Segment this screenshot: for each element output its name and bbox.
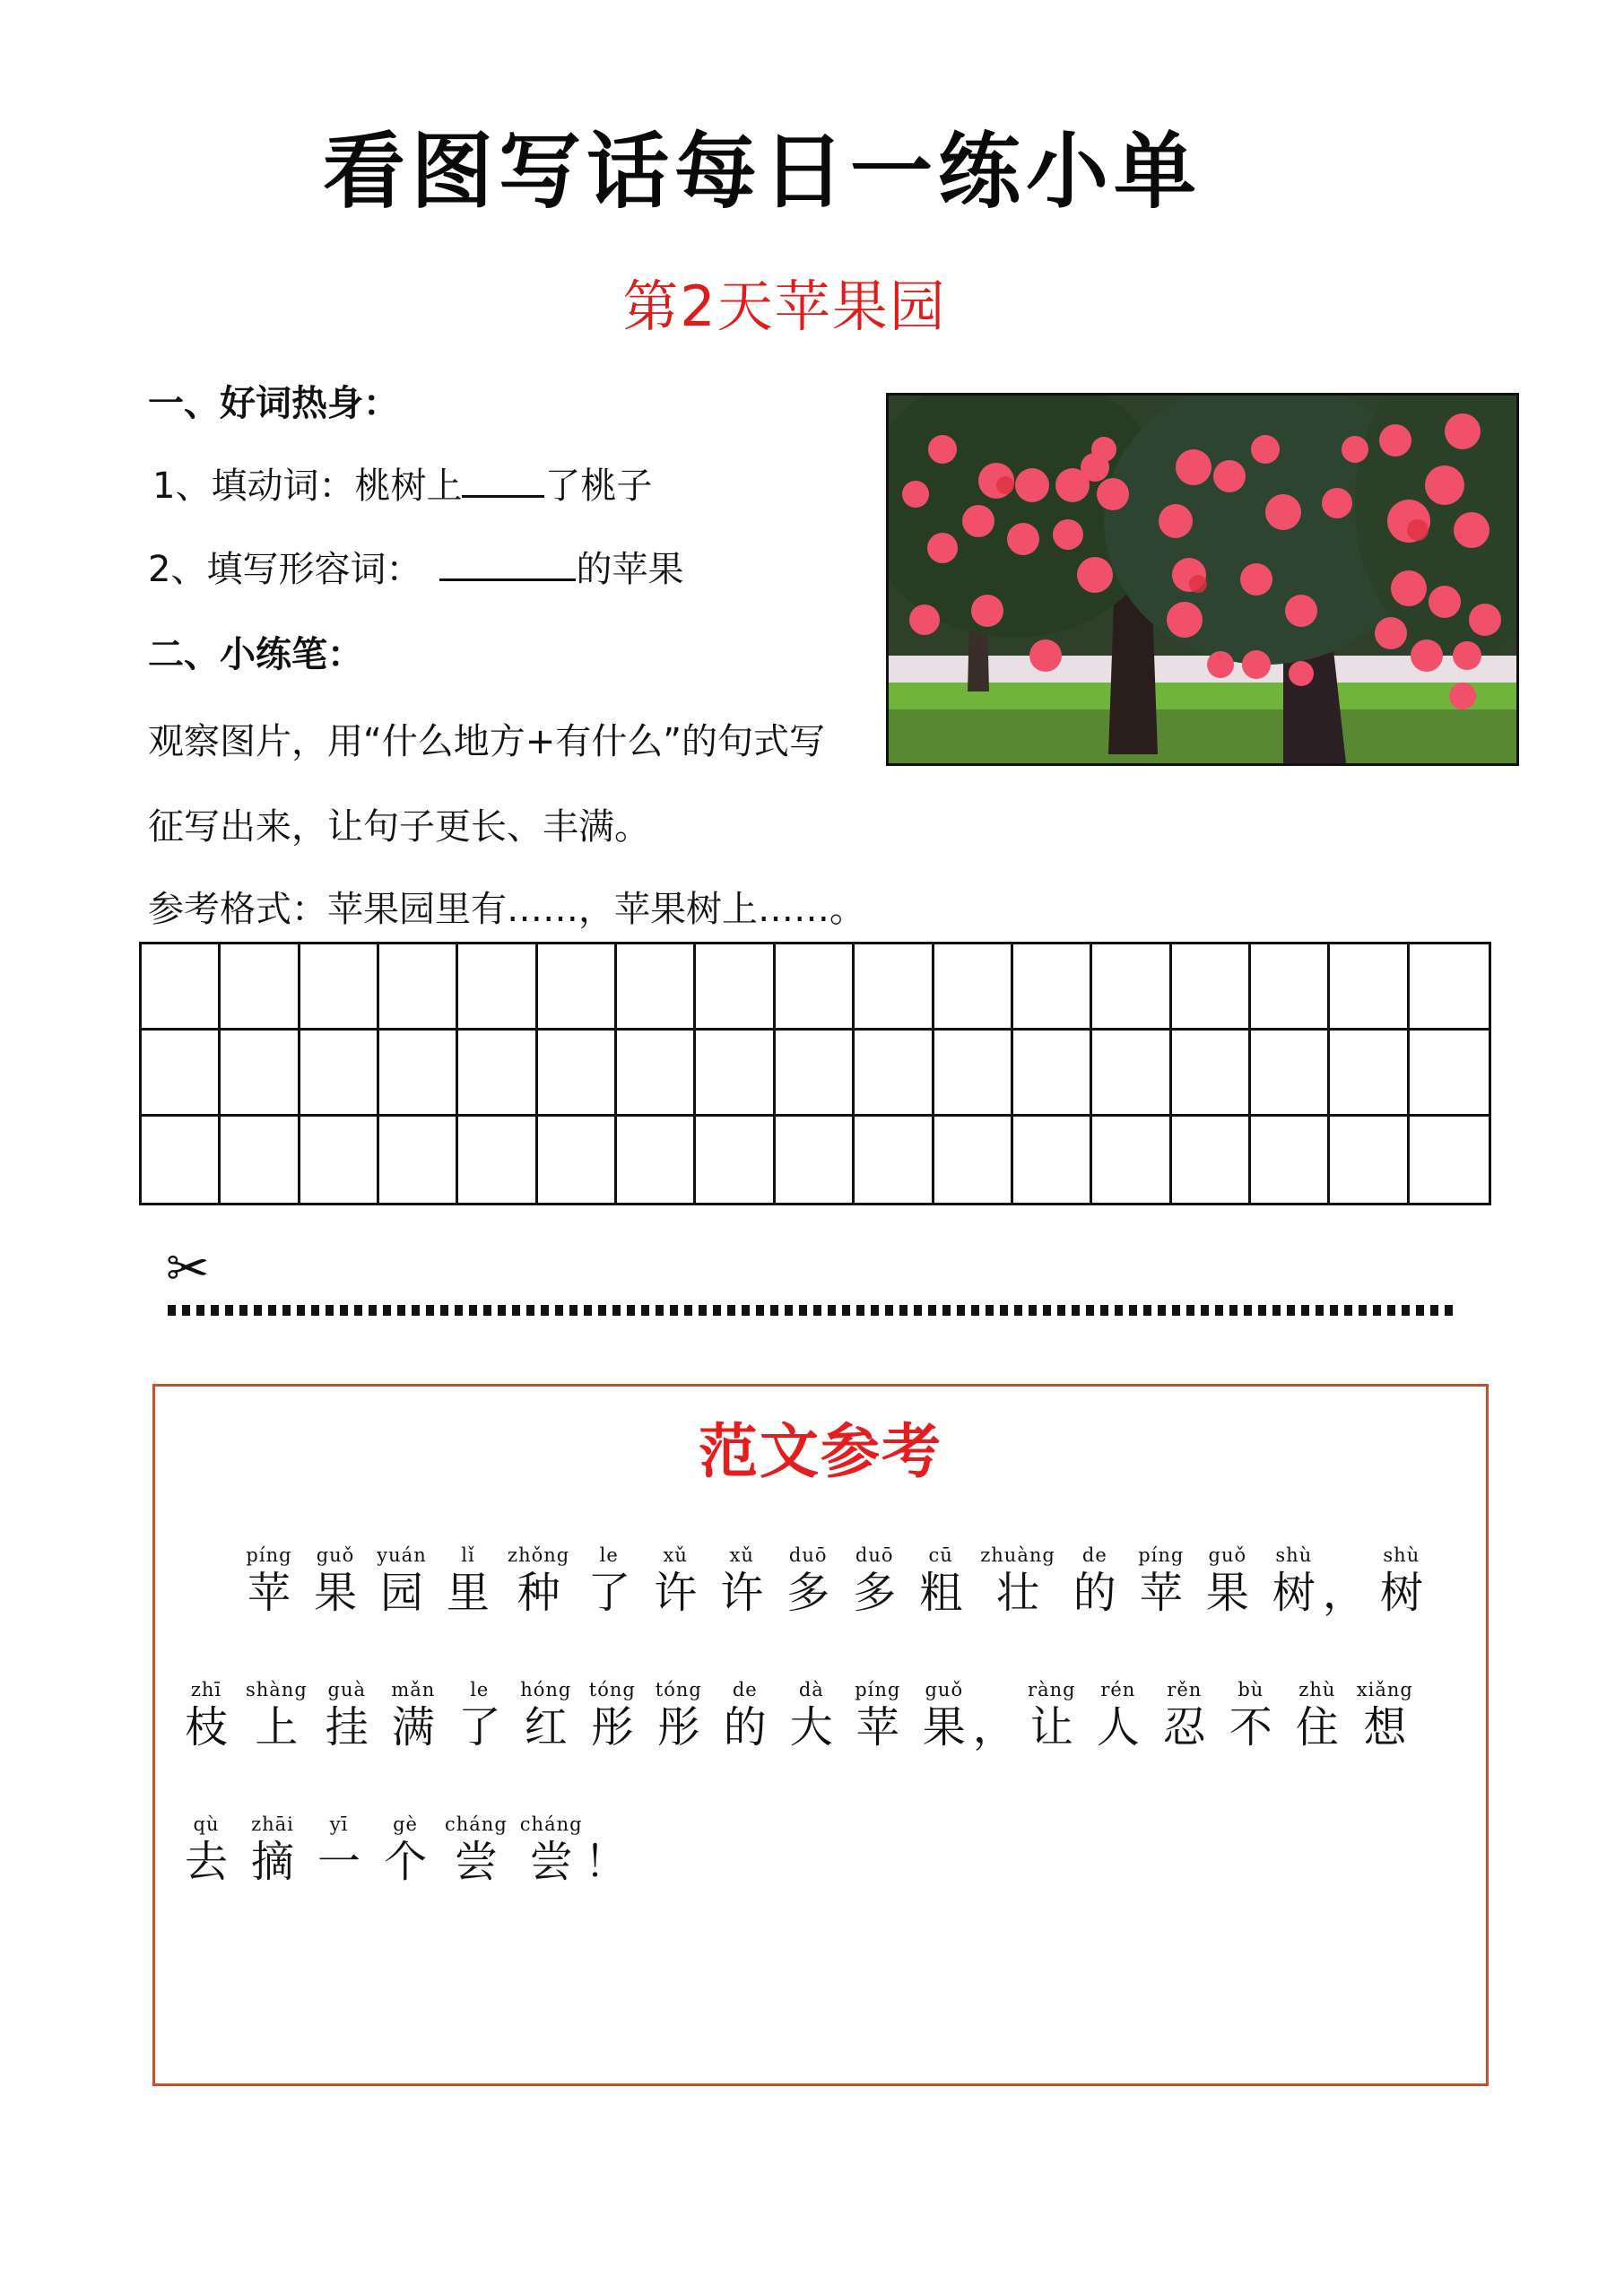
exercise-item-2-suffix: 的苹果 [576, 549, 684, 590]
pinyin: xǔ [663, 1544, 688, 1566]
hanzi: 挂 [325, 1702, 369, 1752]
pinyin: gè [393, 1813, 418, 1835]
pinyin-char [1290, 1677, 1344, 1752]
grid-cell[interactable] [300, 944, 379, 1031]
grid-cell[interactable] [934, 1031, 1013, 1117]
pinyin-char [648, 1543, 702, 1618]
hanzi: 苹 [855, 1702, 899, 1752]
exercise-item-2-blank[interactable] [439, 546, 576, 581]
pinyin-char [715, 1543, 769, 1618]
grid-cell[interactable] [1172, 1031, 1251, 1117]
pinyin: zhāi [251, 1813, 294, 1835]
hanzi: 种 [517, 1568, 560, 1618]
pinyin-char [1158, 1677, 1211, 1752]
pinyin-char [582, 1543, 636, 1618]
pinyin: tóng [655, 1679, 702, 1700]
pinyin: zhī [190, 1679, 222, 1700]
grid-cell[interactable] [1013, 1031, 1092, 1117]
pinyin-char [312, 1812, 366, 1887]
pinyin: guǒ [1208, 1544, 1247, 1566]
grid-cell[interactable] [1251, 944, 1330, 1031]
grid-cell[interactable] [1251, 1117, 1330, 1203]
pinyin-char [441, 1543, 495, 1618]
reference-line-1 [242, 1543, 1441, 1618]
pinyin: zhǒng [508, 1544, 570, 1566]
grid-cell[interactable] [300, 1031, 379, 1117]
grid-cell[interactable] [934, 1117, 1013, 1203]
hanzi: 树 [1272, 1568, 1316, 1618]
pinyin-char [1267, 1543, 1321, 1618]
pinyin-char [445, 1812, 508, 1887]
pinyin: cháng [519, 1813, 583, 1835]
section2-heading: 二、小练笔： [148, 634, 363, 675]
pinyin-char [242, 1543, 296, 1618]
pinyin-char [1224, 1677, 1278, 1752]
grid-cell[interactable] [1092, 944, 1171, 1031]
grid-cell[interactable] [1410, 944, 1489, 1031]
hanzi: 让 [1029, 1702, 1073, 1752]
hanzi: 里 [446, 1568, 490, 1618]
grid-cell[interactable] [142, 1117, 221, 1203]
pinyin: dà [798, 1679, 824, 1700]
instruction-line-2: 征写出来，让句子更长、丰满。 [148, 806, 650, 848]
hanzi: 忍 [1162, 1702, 1206, 1752]
grid-cell[interactable] [379, 1031, 458, 1117]
grid-cell[interactable] [1092, 1031, 1171, 1117]
pinyin: le [599, 1544, 619, 1566]
pinyin-char [179, 1677, 233, 1752]
hanzi: 红 [524, 1702, 568, 1752]
grid-cell[interactable] [221, 944, 300, 1031]
pinyin-char [308, 1543, 362, 1618]
pinyin-char [851, 1677, 905, 1752]
grid-cell[interactable] [142, 944, 221, 1031]
apple-orchard-photo [886, 393, 1519, 766]
hanzi: 果 [1205, 1568, 1249, 1618]
hanzi: 大 [789, 1702, 833, 1752]
grid-cell[interactable] [1330, 1117, 1409, 1203]
pinyin: xǔ [729, 1544, 754, 1566]
grid-cell[interactable] [1092, 1117, 1171, 1203]
pinyin-char [586, 1677, 639, 1752]
grid-cell[interactable] [1410, 1031, 1489, 1117]
hanzi: 满 [391, 1702, 435, 1752]
grid-cell[interactable] [617, 1117, 696, 1203]
grid-cell[interactable] [1330, 944, 1409, 1031]
hanzi: 树 [1379, 1568, 1423, 1618]
pinyin: píng [855, 1679, 901, 1700]
hanzi: 园 [379, 1568, 423, 1618]
pinyin-char [246, 1812, 300, 1887]
pinyin: yī [329, 1813, 349, 1835]
pinyin-char [1091, 1677, 1145, 1752]
hanzi: 壮 [995, 1568, 1039, 1618]
pinyin-char [179, 1812, 233, 1887]
grid-cell[interactable] [855, 1117, 934, 1203]
hanzi: 一 [317, 1837, 360, 1887]
hanzi: 了 [587, 1568, 631, 1618]
scissors-icon: ✂ [166, 1238, 210, 1299]
pinyin: hóng [520, 1679, 572, 1700]
pinyin-char [1134, 1543, 1188, 1618]
hanzi: 多 [853, 1568, 897, 1618]
pinyin: tóng [588, 1679, 636, 1700]
pinyin: mǎn [391, 1679, 436, 1700]
hanzi: 枝 [184, 1702, 228, 1752]
hanzi: 想 [1363, 1702, 1407, 1752]
exercise-item-1 [152, 457, 652, 509]
hanzi: 苹 [1139, 1568, 1183, 1618]
pinyin: shù [1275, 1544, 1313, 1566]
pinyin-char [508, 1543, 569, 1618]
pinyin-char [1068, 1543, 1122, 1618]
hanzi: 许 [720, 1568, 764, 1618]
pinyin-char [453, 1677, 507, 1752]
grid-cell[interactable] [1013, 1117, 1092, 1203]
pinyin: de [732, 1679, 758, 1700]
punctuation: ！ [584, 1837, 628, 1887]
grid-cell[interactable] [142, 1031, 221, 1117]
hanzi: 住 [1295, 1702, 1339, 1752]
pinyin-char [652, 1677, 706, 1752]
pinyin: cháng [445, 1813, 508, 1835]
hanzi: 的 [1073, 1568, 1116, 1618]
hanzi: 苹 [247, 1568, 291, 1618]
pinyin: rěn [1167, 1679, 1203, 1700]
reference-line-2 [179, 1677, 1426, 1752]
grid-cell[interactable] [617, 1031, 696, 1117]
grid-cell[interactable] [855, 1031, 934, 1117]
hanzi: 多 [786, 1568, 830, 1618]
hanzi: 上 [255, 1702, 299, 1752]
pinyin-char [1357, 1677, 1413, 1752]
pinyin: shàng [246, 1679, 308, 1700]
grid-cell[interactable] [221, 1117, 300, 1203]
pinyin: de [1081, 1544, 1107, 1566]
hanzi: 了 [457, 1702, 501, 1752]
grid-cell[interactable] [696, 1117, 775, 1203]
grid-cell[interactable] [855, 944, 934, 1031]
pinyin-char [320, 1677, 374, 1752]
pinyin-char [847, 1543, 901, 1618]
hanzi: 个 [383, 1837, 427, 1887]
pinyin: píng [1138, 1544, 1185, 1566]
pinyin-char [520, 1812, 583, 1887]
exercise-item-2 [148, 541, 683, 592]
grid-cell[interactable] [1172, 1117, 1251, 1203]
pinyin-char [980, 1543, 1055, 1618]
exercise-item-1-prefix: 1、填动词：桃树上 [152, 465, 463, 507]
hanzi: 尝 [529, 1837, 573, 1887]
hanzi: 不 [1229, 1702, 1272, 1752]
pinyin-char [781, 1543, 835, 1618]
exercise-item-1-blank[interactable] [462, 463, 544, 498]
pinyin: xiǎng [1356, 1679, 1413, 1700]
grid-cell[interactable] [458, 1117, 537, 1203]
pinyin-char [718, 1677, 772, 1752]
exercise-item-1-suffix: 了桃子 [544, 465, 653, 507]
pinyin-char [386, 1677, 440, 1752]
grid-cell[interactable] [379, 1117, 458, 1203]
page-title: 看图写话每日一练小单 [322, 124, 1202, 220]
pinyin: le [470, 1679, 490, 1700]
pinyin: qù [193, 1813, 220, 1835]
pinyin: yuán [377, 1544, 427, 1566]
grid-cell[interactable] [776, 1031, 855, 1117]
pinyin: duō [855, 1544, 894, 1566]
pinyin: píng [246, 1544, 292, 1566]
instruction-line-1: 观察图片，用“什么地方+有什么”的句式写 [148, 721, 825, 762]
pinyin-char [785, 1677, 838, 1752]
pinyin-char [917, 1677, 971, 1752]
grid-cell[interactable] [1330, 1031, 1409, 1117]
pinyin: guà [327, 1679, 367, 1700]
section1-heading: 一、好词热身： [148, 383, 399, 424]
grid-cell[interactable] [696, 944, 775, 1031]
grid-cell[interactable] [776, 944, 855, 1031]
grid-cell[interactable] [538, 944, 617, 1031]
punctuation: ， [972, 1702, 1016, 1752]
pinyin: duō [788, 1544, 828, 1566]
hanzi: 摘 [250, 1837, 294, 1887]
pinyin-char [246, 1677, 308, 1752]
apple-orchard-illustration [889, 396, 1516, 763]
pinyin: guǒ [925, 1679, 964, 1700]
grid-cell[interactable] [776, 1117, 855, 1203]
grid-cell[interactable] [458, 1031, 537, 1117]
grid-cell[interactable] [221, 1031, 300, 1117]
grid-cell[interactable] [1251, 1031, 1330, 1117]
pinyin: bù [1238, 1679, 1264, 1700]
pinyin: rén [1100, 1679, 1136, 1700]
pinyin-char [1025, 1677, 1079, 1752]
dashed-cut-line [168, 1305, 1459, 1316]
grid-cell[interactable] [934, 944, 1013, 1031]
hanzi: 果 [313, 1568, 357, 1618]
pinyin-char [914, 1543, 968, 1618]
pinyin: ràng [1028, 1679, 1076, 1700]
hanzi: 的 [723, 1702, 767, 1752]
page-subtitle: 第2天苹果园 [622, 274, 947, 339]
pinyin: zhù [1298, 1679, 1336, 1700]
pinyin: cū [928, 1544, 953, 1566]
grid-cell[interactable] [379, 944, 458, 1031]
hanzi: 去 [184, 1837, 228, 1887]
pinyin-char [1375, 1543, 1429, 1618]
hanzi: 彤 [590, 1702, 634, 1752]
hanzi: 粗 [919, 1568, 963, 1618]
pinyin-char [1201, 1543, 1255, 1618]
hanzi: 许 [654, 1568, 698, 1618]
grid-cell[interactable] [538, 1117, 617, 1203]
grid-cell[interactable] [696, 1031, 775, 1117]
pinyin-char [375, 1543, 429, 1618]
hanzi: 尝 [454, 1837, 498, 1887]
punctuation: ， [1322, 1568, 1366, 1618]
grid-cell[interactable] [1172, 944, 1251, 1031]
pinyin-char [519, 1677, 573, 1752]
hanzi: 果 [922, 1702, 966, 1752]
pinyin-char [378, 1812, 432, 1887]
grid-cell[interactable] [617, 944, 696, 1031]
pinyin: lǐ [461, 1544, 475, 1566]
grid-cell[interactable] [458, 944, 537, 1031]
reference-line-3 [179, 1812, 637, 1887]
grid-cell[interactable] [1410, 1117, 1489, 1203]
format-hint: 参考格式：苹果园里有……，苹果树上……。 [148, 889, 865, 930]
pinyin: zhuàng [980, 1544, 1055, 1566]
grid-cell[interactable] [538, 1031, 617, 1117]
pinyin: guǒ [316, 1544, 355, 1566]
hanzi: 人 [1096, 1702, 1140, 1752]
writing-grid[interactable] [139, 942, 1491, 1205]
reference-title: 范文参考 [699, 1417, 942, 1486]
grid-cell[interactable] [300, 1117, 379, 1203]
pinyin: shù [1383, 1544, 1420, 1566]
grid-cell[interactable] [1013, 944, 1092, 1031]
hanzi: 彤 [656, 1702, 700, 1752]
exercise-item-2-prefix: 2、填写形容词： [148, 549, 422, 590]
